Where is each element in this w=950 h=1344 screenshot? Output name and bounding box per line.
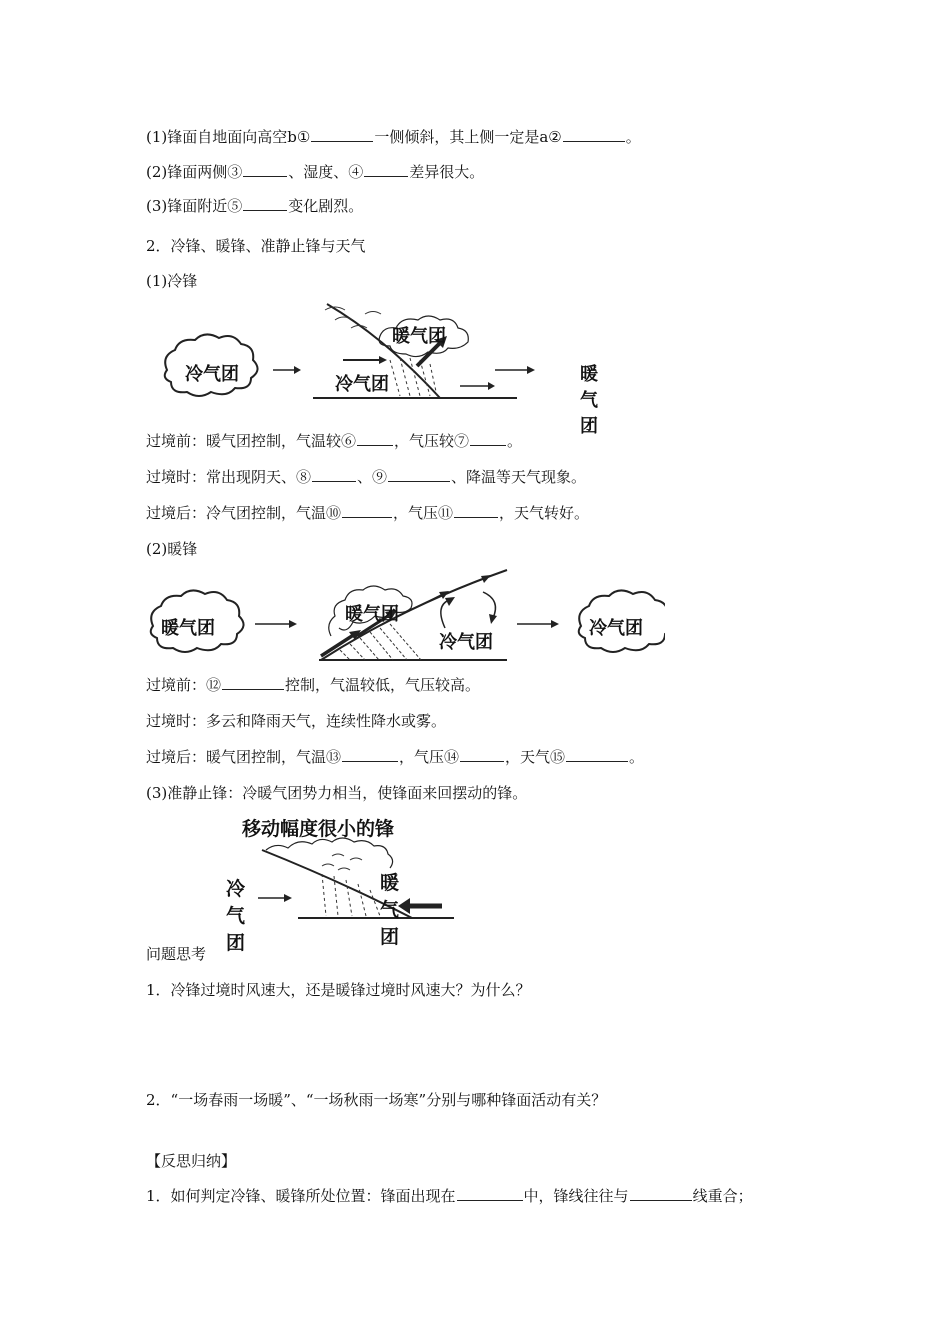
text: 差异很大。 xyxy=(409,163,485,181)
text: (3)锋面附近⑤ xyxy=(146,197,243,215)
text: ，气压⑭ xyxy=(399,748,460,766)
text: 过境时：常出现阴天、⑧ xyxy=(146,468,312,486)
text-line-13: (3)准静止锋：冷暖气团势力相当，使锋面来回摆动的锋。 xyxy=(146,784,528,802)
answer-blank[interactable] xyxy=(342,747,398,762)
label-warm-air-mass: 暖气团 xyxy=(161,618,215,639)
section-heading-questions: 问题思考 xyxy=(146,945,207,963)
text-line-7 xyxy=(146,467,586,487)
answer-blank[interactable] xyxy=(388,467,450,482)
text: ，天气转好。 xyxy=(499,504,590,522)
warm-front-diagram xyxy=(145,566,665,666)
section-heading-reflection: 【反思归纳】 xyxy=(146,1152,237,1170)
answer-blank[interactable] xyxy=(460,747,504,762)
answer-blank[interactable] xyxy=(342,503,392,518)
text-line-1 xyxy=(146,127,641,147)
text: 过境前：⑫ xyxy=(146,676,222,694)
text: 。 xyxy=(629,748,645,766)
question-1: 1．冷锋过境时风速大，还是暖锋过境时风速大？为什么？ xyxy=(146,981,531,999)
text: 过境后：暖气团控制，气温⑬ xyxy=(146,748,342,766)
answer-blank[interactable] xyxy=(364,162,408,177)
label-warm-air: 暖气团 xyxy=(380,872,400,948)
text: 、降温等天气现象。 xyxy=(451,468,587,486)
answer-blank[interactable] xyxy=(470,431,506,446)
text-line-6 xyxy=(146,431,522,451)
answer-blank[interactable] xyxy=(566,747,628,762)
answer-blank[interactable] xyxy=(563,127,625,142)
answer-blank[interactable] xyxy=(357,431,393,446)
label-cold-air: 冷气团 xyxy=(335,374,389,395)
text: 过境前：暖气团控制，气温较⑥ xyxy=(146,432,357,450)
text: 变化剧烈。 xyxy=(288,197,364,215)
cold-front-diagram xyxy=(155,298,598,437)
text: 。 xyxy=(625,128,641,146)
answer-blank[interactable] xyxy=(312,467,356,482)
label-cold-air: 冷气团 xyxy=(226,878,246,954)
text: 、⑨ xyxy=(357,468,388,486)
answer-blank[interactable] xyxy=(311,127,373,142)
answer-blank[interactable] xyxy=(222,675,284,690)
text: (2)锋面两侧③ xyxy=(146,163,243,181)
answer-blank[interactable] xyxy=(243,196,287,211)
section-heading: 2．冷锋、暖锋、准静止锋与天气 xyxy=(146,237,366,255)
text-line-2 xyxy=(146,162,484,182)
answer-blank[interactable] xyxy=(243,162,287,177)
text-line-10 xyxy=(146,675,480,695)
text: ，天气⑮ xyxy=(505,748,566,766)
text-line-12 xyxy=(146,747,644,767)
text: 1．如何判定冷锋、暖锋所处位置：锋面出现在 xyxy=(146,1187,456,1205)
text: 线重合； xyxy=(692,1187,753,1205)
text-line-8 xyxy=(146,503,589,523)
text-line-11: 过境时：多云和降雨天气，连续性降水或雾。 xyxy=(146,712,447,730)
text: 中，锋线往往与 xyxy=(523,1187,629,1205)
text: (1)锋面自地面向高空b① xyxy=(146,128,311,146)
figure-title: 移动幅度很小的锋 xyxy=(242,818,395,840)
label-cold-air-mass: 冷气团 xyxy=(589,618,643,639)
label-cold-air-mass: 冷气团 xyxy=(185,364,239,385)
answer-blank[interactable] xyxy=(630,1186,692,1201)
label-cold-air: 冷气团 xyxy=(439,632,493,653)
text: 。 xyxy=(507,432,523,450)
answer-blank[interactable] xyxy=(457,1186,523,1201)
text: 过境后：冷气团控制，气温⑩ xyxy=(146,504,342,522)
label-warm-air: 暖气团 xyxy=(392,326,446,347)
label-warm-air: 暖气团 xyxy=(345,604,399,625)
text: ，气压较⑦ xyxy=(394,432,470,450)
text: 控制，气温较低，气压较高。 xyxy=(285,676,481,694)
text-line-3 xyxy=(146,196,363,216)
subheading-cold-front: (1)冷锋 xyxy=(146,272,198,290)
label-warm-air-mass: 暖气团 xyxy=(580,364,598,437)
text: 、湿度、④ xyxy=(288,163,364,181)
text: 一侧倾斜，其上侧一定是a② xyxy=(374,128,562,146)
text-line-18 xyxy=(146,1186,753,1206)
subheading-warm-front: (2)暖锋 xyxy=(146,540,198,558)
text: ，气压⑪ xyxy=(393,504,454,522)
answer-blank[interactable] xyxy=(454,503,498,518)
question-2: 2．“一场春雨一场暖”、“一场秋雨一场寒”分别与哪种锋面活动有关？ xyxy=(146,1091,607,1109)
